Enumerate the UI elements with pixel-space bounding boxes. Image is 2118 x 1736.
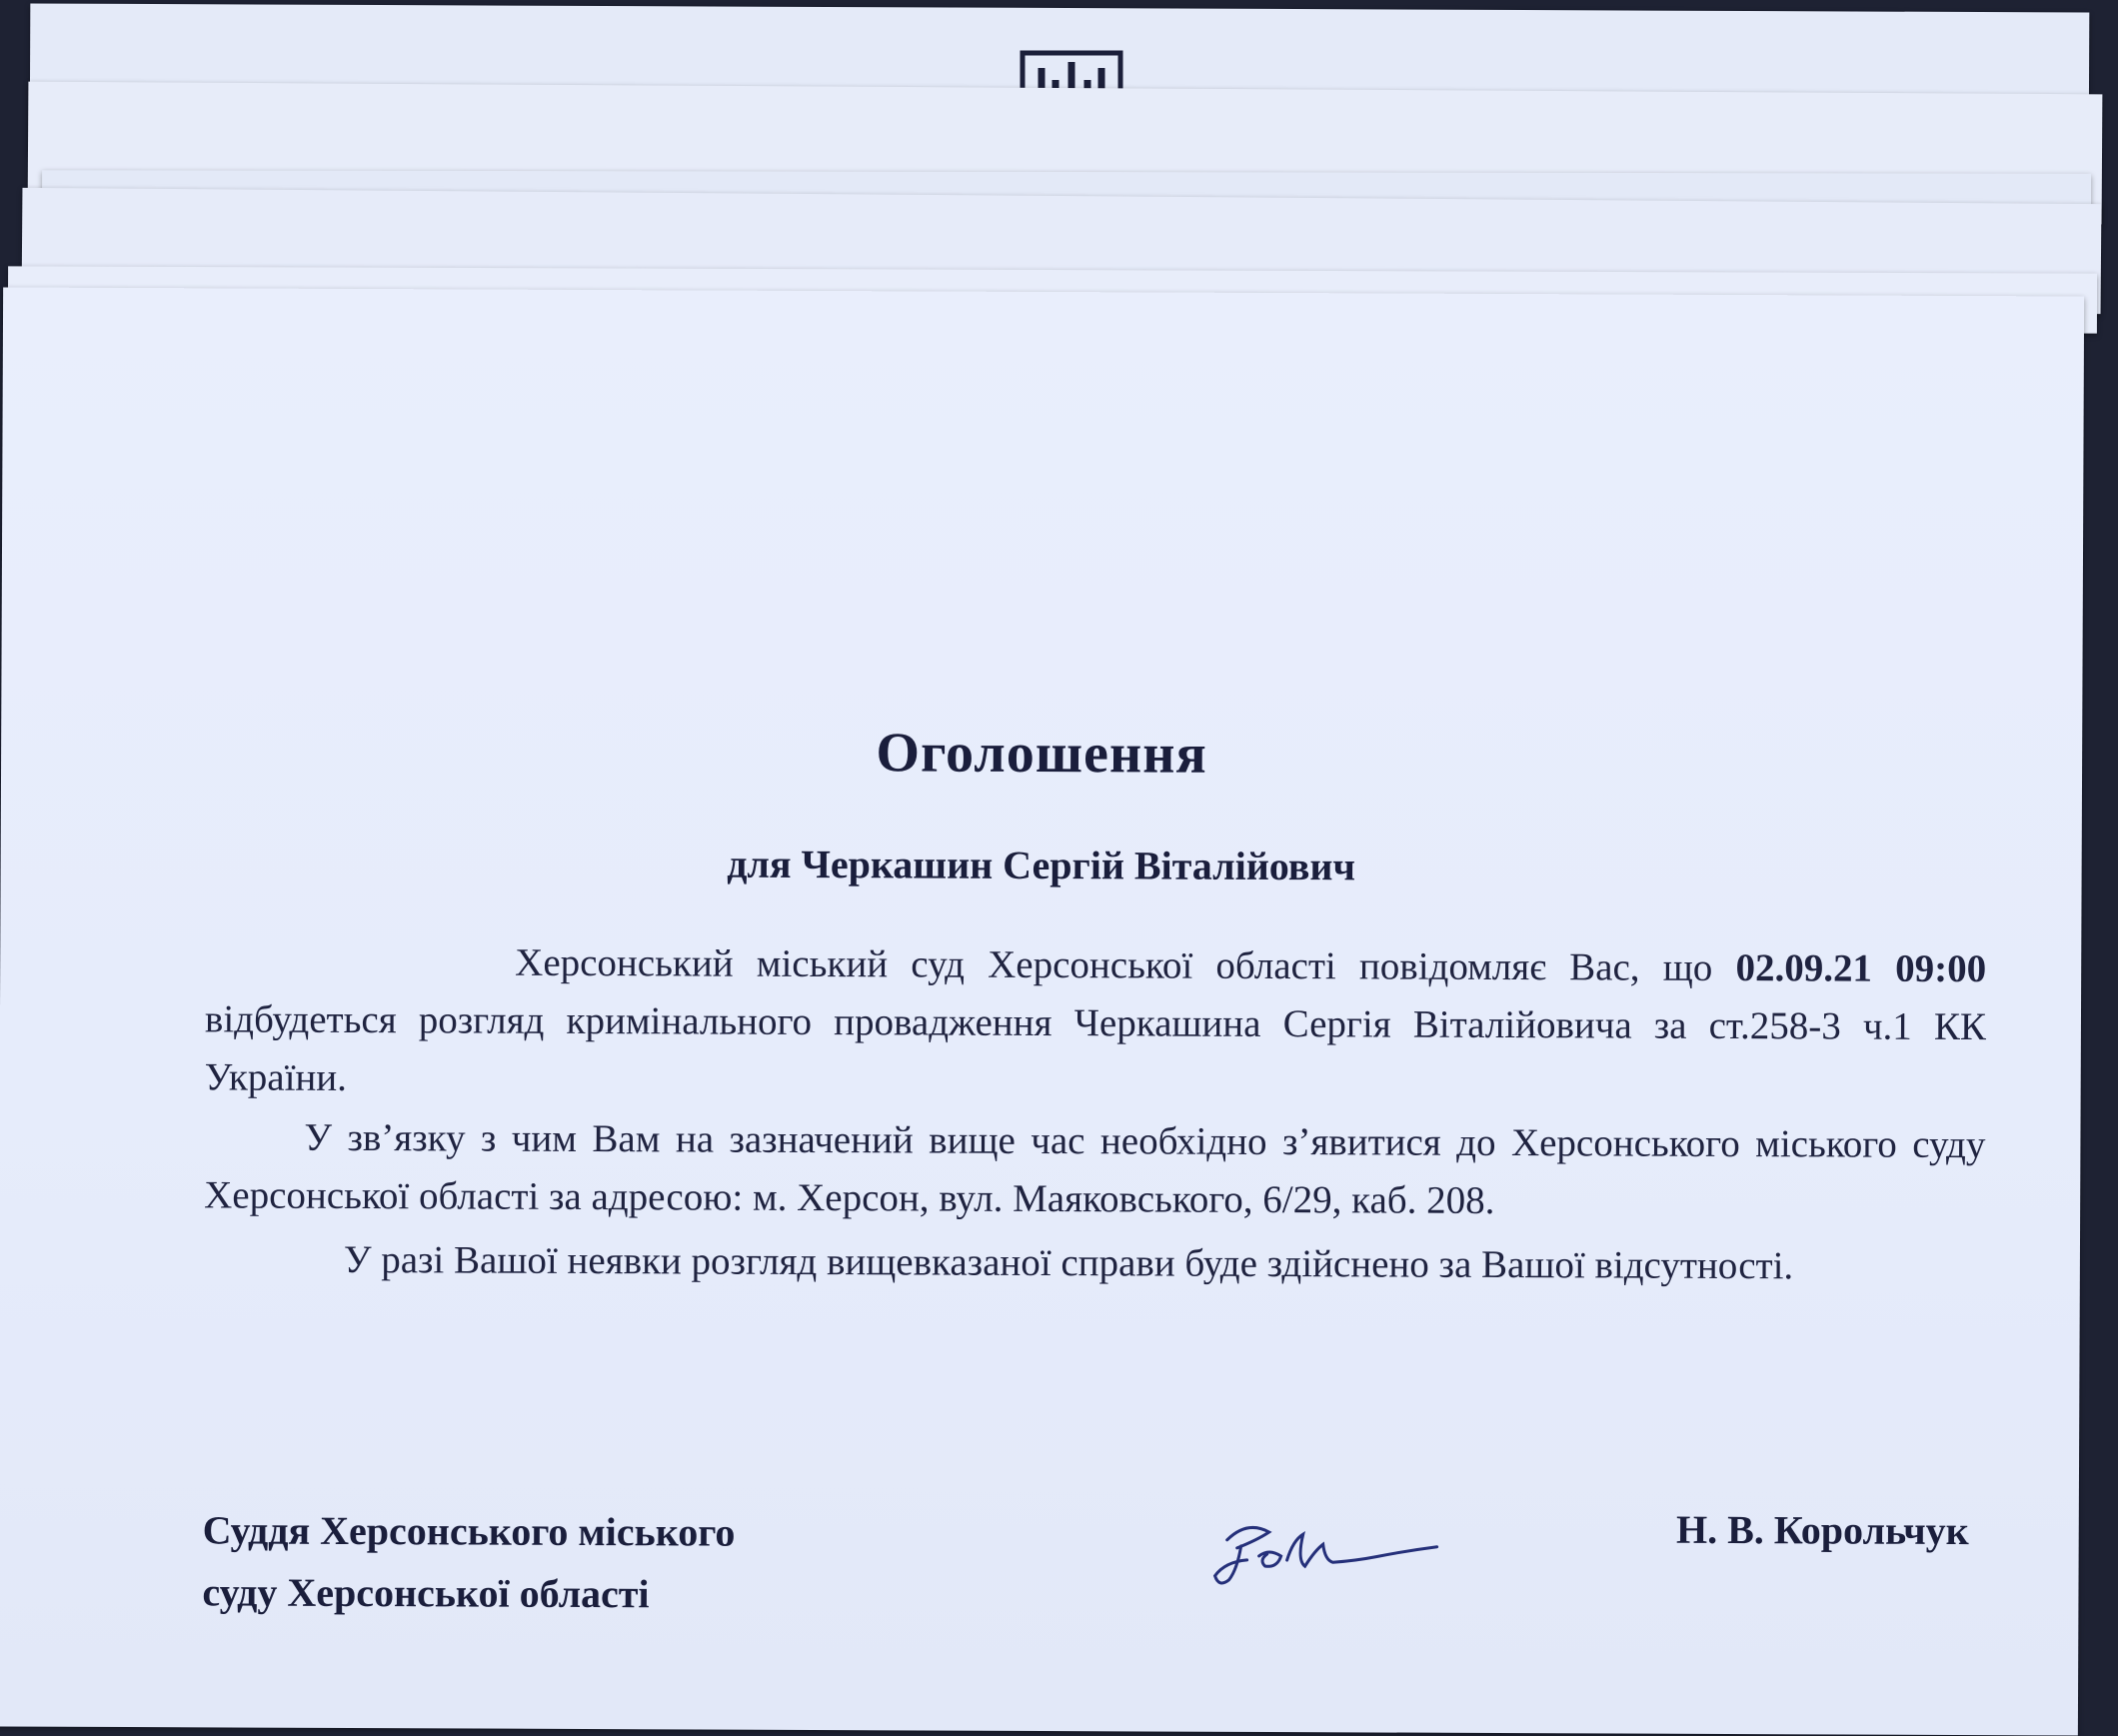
paragraph-hearing-rest: відбудеться розгляд кримінального провадження Черкашина Сергія Віталійовича за ст.258-3 ч.1 КК України. (204, 997, 1987, 1099)
notice-content (0, 287, 2084, 1735)
notice-title: Оголошення (876, 722, 1207, 786)
paragraph-hearing-intro: Херсонський міський суд Херсонської області повідомляє Вас, що (515, 940, 1736, 990)
signatory-name: Н. В. Корольчук (1675, 1506, 1969, 1554)
signatory-position-line2: суду Херсонської області (202, 1569, 650, 1617)
paragraph-hearing (205, 932, 1987, 1114)
notice-addressee: для Черкашин Сергій Віталійович (727, 841, 1356, 889)
hearing-datetime: 02.09.21 09:00 (1735, 946, 1987, 991)
handwritten-signature (1206, 1510, 1446, 1601)
paragraph-absence: У разі Вашої неявки розгляд вищевказаної справи буде здійснено за Вашої відсутності. (343, 1237, 1794, 1288)
signatory-position (202, 1499, 735, 1625)
paragraph-address: У зв’язку з чим Вам на зазначений вище час необхідно з’явитися до Херсонського міського суду Херсонської області за адресою: м. Херсон, вул. Маяковського, 6/29, каб. 208. (204, 1115, 1986, 1222)
signatory-position-line1: Суддя Херсонського міського (202, 1507, 736, 1555)
notice-sheet (0, 287, 2084, 1735)
notice-body (204, 932, 1987, 1300)
